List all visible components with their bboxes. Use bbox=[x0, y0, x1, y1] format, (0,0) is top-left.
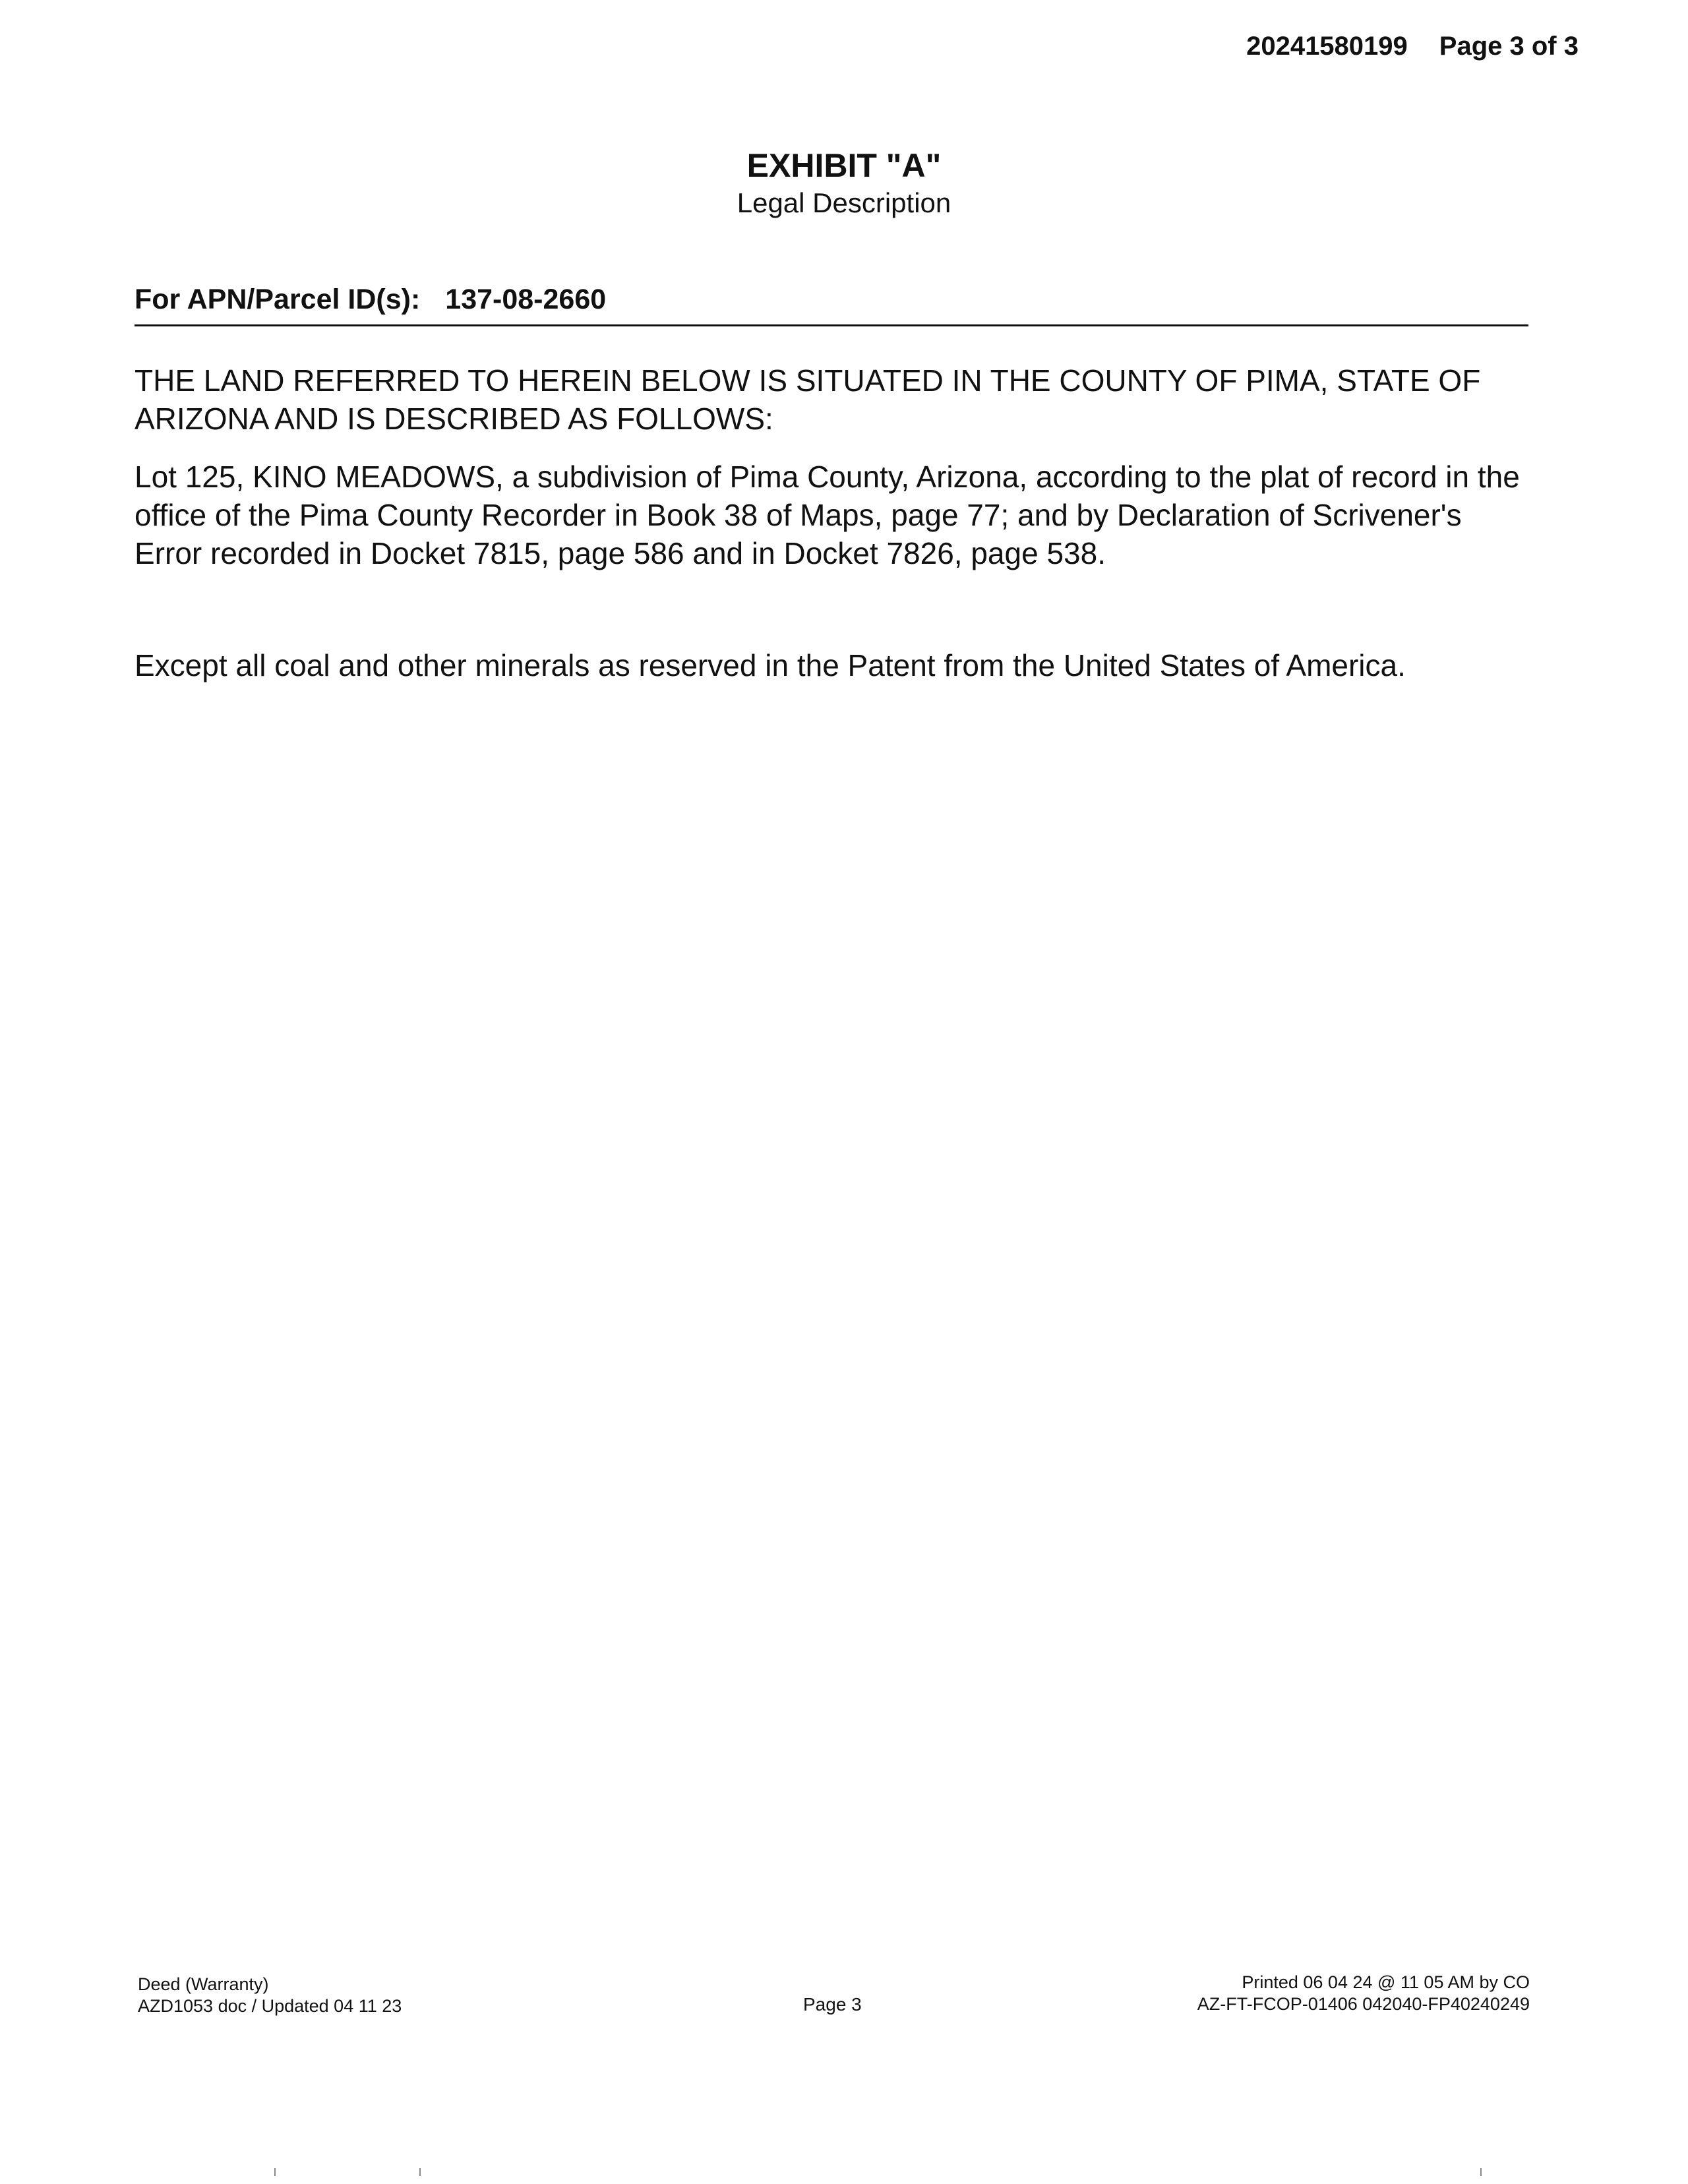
page-count: Page 3 of 3 bbox=[1439, 32, 1579, 61]
mineral-exception-paragraph: Except all coal and other minerals as reserved in the Patent from the United States of America. bbox=[135, 648, 1406, 682]
lot-description-paragraph: Lot 125, KINO MEADOWS, a subdivision of Pima County, Arizona, according to the plat of record in the office of the Pima County Recorder in Book 38 of Maps, page 77; and by Declaration of Scrivener's Error recorded in Docket 7815, page 586 and in Docket 7826, page 538. bbox=[135, 460, 1520, 570]
scan-mark bbox=[1480, 2168, 1482, 2176]
footer-printed-stamp: Printed 06 04 24 @ 11 05 AM by CO bbox=[1242, 1972, 1530, 1992]
exhibit-subtitle: Legal Description bbox=[737, 187, 951, 218]
exhibit-title: EXHIBIT "A" bbox=[746, 147, 942, 184]
scan-mark bbox=[419, 2168, 421, 2176]
recording-number: 20241580199 bbox=[1246, 32, 1408, 61]
footer-file-code: AZ-FT-FCOP-01406 042040-FP40240249 bbox=[1197, 1994, 1530, 2014]
scan-mark bbox=[274, 2168, 276, 2176]
footer-form-info bbox=[138, 1974, 402, 2017]
footer-form-name: Deed (Warranty) bbox=[138, 1974, 269, 1994]
footer-page-number: Page 3 bbox=[803, 1994, 862, 2015]
parcel-id-value: 137-08-2660 bbox=[445, 284, 607, 315]
recording-header bbox=[1246, 32, 1579, 61]
parcel-id-label: For APN/Parcel ID(s): bbox=[135, 284, 421, 315]
land-situation-paragraph: THE LAND REFERRED TO HEREIN BELOW IS SITUATED IN THE COUNTY OF PIMA, STATE OF ARIZONA AND IS DESCRIBED AS FOLLOWS: bbox=[135, 363, 1481, 436]
footer-print-info bbox=[1197, 1972, 1530, 2015]
parcel-id-line bbox=[135, 284, 1528, 326]
footer-form-code: AZD1053 doc / Updated 04 11 23 bbox=[138, 1996, 402, 2016]
